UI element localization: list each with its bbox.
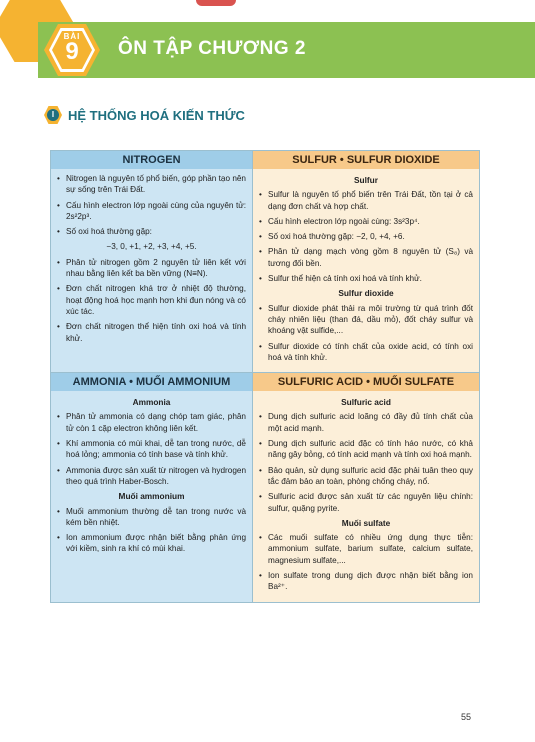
section-title: HỆ THỐNG HOÁ KIẾN THỨC <box>68 108 245 123</box>
list-item: • Sulfur dioxide có tính chất của oxide acid, có tính oxi hoá và tính khử. <box>259 341 473 364</box>
sulfuric-header: SULFURIC ACID • MUỐI SULFATE <box>253 373 479 391</box>
list-item: • Ammonia được sản xuất từ nitrogen và hydrogen theo quá trình Haber-Bosch. <box>57 465 246 488</box>
sulfur-cell <box>253 169 479 372</box>
list-item: • Sulfur thể hiện cả tính oxi hoá và tính khử. <box>259 273 473 284</box>
list-item: • Khí ammonia có mùi khai, dễ tan trong nước, dễ hoá lỏng; ammonia có tính base và tính khử. <box>57 438 246 461</box>
subheading: Sulfur <box>354 175 378 185</box>
lesson-word: BÀI <box>63 32 81 41</box>
lesson-number: 9 <box>65 38 79 65</box>
subheading: Sulfur dioxide <box>338 288 394 299</box>
page-number: 55 <box>461 712 472 722</box>
list-item: • Đơn chất nitrogen khá trơ ở nhiệt độ thường, hoạt động hoá học mạnh hơn khi đun nóng và có xúc tác. <box>57 283 246 317</box>
table-header-row <box>51 151 479 169</box>
section-number: I <box>47 109 59 121</box>
table-header-row <box>51 372 479 391</box>
sulfur-header: SULFUR • SULFUR DIOXIDE <box>253 151 479 169</box>
list-item: • Sulfuric acid được sản xuất từ các nguyên liệu chính: sulfur, quặng pyrite. <box>259 491 473 514</box>
list-item: • Sulfur dioxide phát thải ra môi trường từ quá trình đốt cháy nhiên liệu (than đá, dầu mỏ), đốt cháy sulfur và khoáng vật sulfide,... <box>259 303 473 337</box>
list-item: • Số oxi hoá thường gặp: −2, 0, +4, +6. <box>259 231 473 242</box>
list-item: • Muối ammonium thường dễ tan trong nước và kém bền nhiệt. <box>57 506 246 529</box>
subheading: Ammonia <box>132 397 171 408</box>
list-item: • Phân tử nitrogen gồm 2 nguyên tử liên kết với nhau bằng liên kết ba bền vững (N≡N). <box>57 257 246 280</box>
subheading: Muối sulfate <box>341 517 391 528</box>
list-item: • Phân tử ammonia có dạng chóp tam giác, phân tử còn 1 cặp electron không liên kết. <box>57 411 246 434</box>
chapter-title: ÔN TẬP CHƯƠNG 2 <box>118 38 306 59</box>
nitrogen-header: NITROGEN <box>51 151 253 169</box>
list-item: • Ion sulfate trong dung dịch được nhận biết bằng ion Ba²⁺. <box>259 570 473 593</box>
subheading: Muối ammonium <box>118 491 185 502</box>
list-item: • Nitrogen là nguyên tố phổ biến, góp phần tạo nên sự sống trên Trái Đất. <box>57 173 246 196</box>
nitrogen-cell <box>51 169 253 372</box>
summary-table <box>50 150 480 603</box>
list-item: • Cấu hình electron lớp ngoài cùng: 3s²3p⁴. <box>259 216 473 227</box>
list-item: • Số oxi hoá thường gặp: <box>57 226 246 237</box>
ammonia-header: AMMONIA • MUỐI AMMONIUM <box>51 373 253 391</box>
chapter-banner <box>0 0 535 96</box>
list-item: • Dung dịch sulfuric acid đặc có tính háo nước, có khả năng gây bỏng, có tính acid mạnh và tính oxi hoá mạnh. <box>259 438 473 461</box>
subheading: Sulfuric acid <box>341 397 391 408</box>
list-item: • Ion ammonium được nhận biết bằng phản ứng với kiềm, sinh ra khí có mùi khai. <box>57 532 246 555</box>
sulfuric-cell <box>253 391 479 601</box>
ammonia-cell <box>51 391 253 601</box>
table-row <box>51 391 479 601</box>
oxidation-states: −3, 0, +1, +2, +3, +4, +5. <box>106 242 197 252</box>
decorative-tab <box>196 0 236 6</box>
table-row <box>51 169 479 372</box>
list-item: • Đơn chất nitrogen thể hiện tính oxi hoá và tính khử. <box>57 321 246 344</box>
list-item: • Phân tử dạng mạch vòng gồm 8 nguyên tử (S₈) và tương đối bền. <box>259 246 473 269</box>
list-item: • Dung dịch sulfuric acid loãng có đầy đủ tính chất của một acid mạnh. <box>259 411 473 434</box>
list-item: • Các muối sulfate có nhiều ứng dụng thực tiễn: ammonium sulfate, barium sulfate, calcium sulfate, magnesium sulfate,... <box>259 532 473 566</box>
list-item: • Bảo quản, sử dụng sulfuric acid đặc phải tuân theo quy tắc đảm bảo an toàn, phòng chống cháy, nổ. <box>259 465 473 488</box>
list-item: • Sulfur là nguyên tố phổ biến trên Trái Đất, tồn tại ở cả dạng đơn chất và hợp chất. <box>259 189 473 212</box>
list-item: • Cấu hình electron lớp ngoài cùng của nguyên tử: 2s²2p³. <box>57 200 246 223</box>
